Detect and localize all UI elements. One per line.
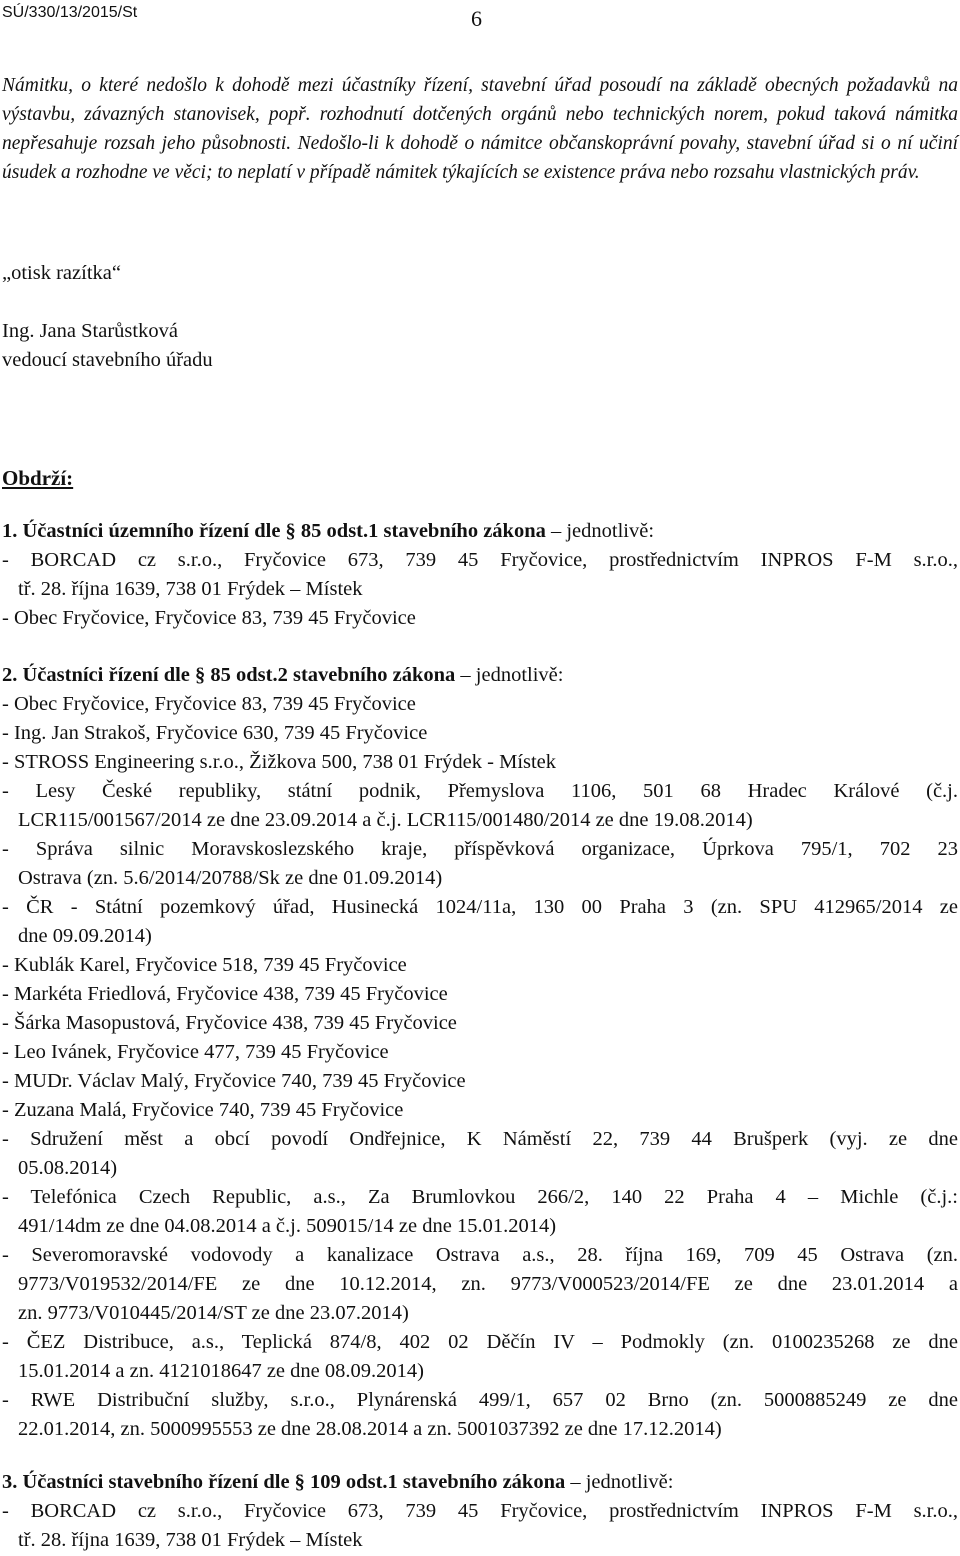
section-1-heading-rest: – jednotlivě: — [545, 520, 655, 542]
list-item: - MUDr. Václav Malý, Fryčovice 740, 739 45 Fryčovice — [2, 1070, 466, 1092]
section-3-heading-bold: 3. Účastníci stavebního řízení dle § 109 odst.1 stavebního zákona — [2, 1471, 566, 1493]
stamp-placeholder: „otisk razítka“ — [2, 262, 121, 284]
list-item: zn. 9773/V010445/2014/ST ze dne 23.07.2014) — [18, 1302, 409, 1324]
list-item: - Obec Fryčovice, Fryčovice 83, 739 45 Fryčovice — [2, 607, 416, 629]
list-item: - Obec Fryčovice, Fryčovice 83, 739 45 Fryčovice — [2, 693, 416, 715]
list-item: - Kublák Karel, Fryčovice 518, 739 45 Fryčovice — [2, 954, 407, 976]
list-item: - Sdružení měst a obcí povodí Ondřejnice, K Náměstí 22, 739 44 Brušperk (vyj. ze dne — [2, 1128, 958, 1150]
list-item: - STROSS Engineering s.r.o., Žižkova 500, 738 01 Frýdek - Místek — [2, 751, 557, 773]
section-2-heading — [2, 664, 563, 687]
list-item: LCR115/001567/2014 ze dne 23.09.2014 a č.j. LCR115/001480/2014 ze dne 19.08.2014) — [18, 809, 753, 831]
list-item: - Severomoravské vodovody a kanalizace Ostrava a.s., 28. října 169, 709 45 Ostrava (zn. — [2, 1244, 958, 1266]
recipients-heading: Obdrží: — [2, 466, 74, 490]
section-2-heading-rest: – jednotlivě: — [455, 664, 564, 686]
list-item: - Lesy České republiky, státní podnik, Přemyslova 1106, 501 68 Hradec Králové (č.j. — [2, 780, 958, 802]
list-item: 9773/V019532/2014/FE ze dne 10.12.2014, zn. 9773/V000523/2014/FE ze dne 23.01.2014 a — [18, 1273, 958, 1295]
list-item: - Zuzana Malá, Fryčovice 740, 739 45 Fryčovice — [2, 1099, 404, 1121]
page-number: 6 — [471, 6, 482, 31]
list-item: - BORCAD cz s.r.o., Fryčovice 673, 739 45 Fryčovice, prostřednictvím INPROS F-M s.r.o., — [2, 1500, 958, 1522]
signatory-name: Ing. Jana Starůstková — [2, 320, 178, 342]
list-item: tř. 28. října 1639, 738 01 Frýdek – Místek — [18, 578, 363, 600]
list-item: - RWE Distribuční služby, s.r.o., Plynárenská 499/1, 657 02 Brno (zn. 5000885249 ze dne — [2, 1389, 958, 1411]
section-2-heading-bold: 2. Účastníci řízení dle § 85 odst.2 stavebního zákona — [2, 664, 456, 686]
list-item: - Správa silnic Moravskoslezského kraje, příspěvková organizace, Úprkova 795/1, 702 23 — [2, 838, 958, 860]
list-item: - BORCAD cz s.r.o., Fryčovice 673, 739 45 Fryčovice, prostřednictvím INPROS F-M s.r.o., — [2, 549, 958, 571]
list-item: - Markéta Friedlová, Fryčovice 438, 739 45 Fryčovice — [2, 983, 448, 1005]
list-item: 15.01.2014 a zn. 4121018647 ze dne 08.09.2014) — [18, 1360, 424, 1382]
list-item: - Ing. Jan Strakoš, Fryčovice 630, 739 45 Fryčovice — [2, 722, 428, 744]
list-item: tř. 28. října 1639, 738 01 Frýdek – Místek — [18, 1529, 363, 1551]
section-1-heading — [2, 520, 654, 543]
objection-paragraph: Námitku, o které nedošlo k dohodě mezi účastníky řízení, stavební úřad posoudí na základě obecných požadavků na výstavbu, závazných stanovisek, popř. rozhodnutí dotčených orgánů nebo technických norem, pokud taková námitka nepřesahuje rozsah jeho působnosti. Nedošlo-li k dohodě o námitce občanskoprávní povahy, stavební úřad si o ní učiní úsudek a rozhodne ve věci; to neplatí v případě námitek týkajících se existence práva nebo rozsahu vlastnických práv. — [2, 75, 958, 183]
list-item: 22.01.2014, zn. 5000995553 ze dne 28.08.2014 a zn. 5001037392 ze dne 17.12.2014) — [18, 1418, 722, 1440]
section-1-heading-bold: 1. Účastníci územního řízení dle § 85 odst.1 stavebního zákona — [2, 520, 546, 542]
section-3-heading-rest: – jednotlivě: — [565, 1471, 674, 1493]
list-item: Ostrava (zn. 5.6/2014/20788/Sk ze dne 01.09.2014) — [18, 867, 443, 889]
list-item: 05.08.2014) — [18, 1157, 118, 1179]
document-reference: SÚ/330/13/2015/St — [2, 4, 138, 21]
list-item: - ČR - Státní pozemkový úřad, Husinecká 1024/11a, 130 00 Praha 3 (zn. SPU 412965/2014 ze — [2, 896, 958, 918]
list-item: 491/14dm ze dne 04.08.2014 a č.j. 509015/14 ze dne 15.01.2014) — [18, 1215, 557, 1237]
list-item: dne 09.09.2014) — [18, 925, 152, 947]
list-item: - Šárka Masopustová, Fryčovice 438, 739 45 Fryčovice — [2, 1012, 457, 1034]
list-item: - Leo Ivánek, Fryčovice 477, 739 45 Fryčovice — [2, 1041, 389, 1063]
list-item: - ČEZ Distribuce, a.s., Teplická 874/8, 402 02 Děčín IV – Podmokly (zn. 0100235268 ze dne — [2, 1331, 958, 1353]
section-3-heading — [2, 1471, 673, 1494]
signatory-title: vedoucí stavebního úřadu — [2, 349, 213, 371]
list-item: - Telefónica Czech Republic, a.s., Za Brumlovkou 266/2, 140 22 Praha 4 – Michle (č.j.: — [2, 1186, 958, 1208]
